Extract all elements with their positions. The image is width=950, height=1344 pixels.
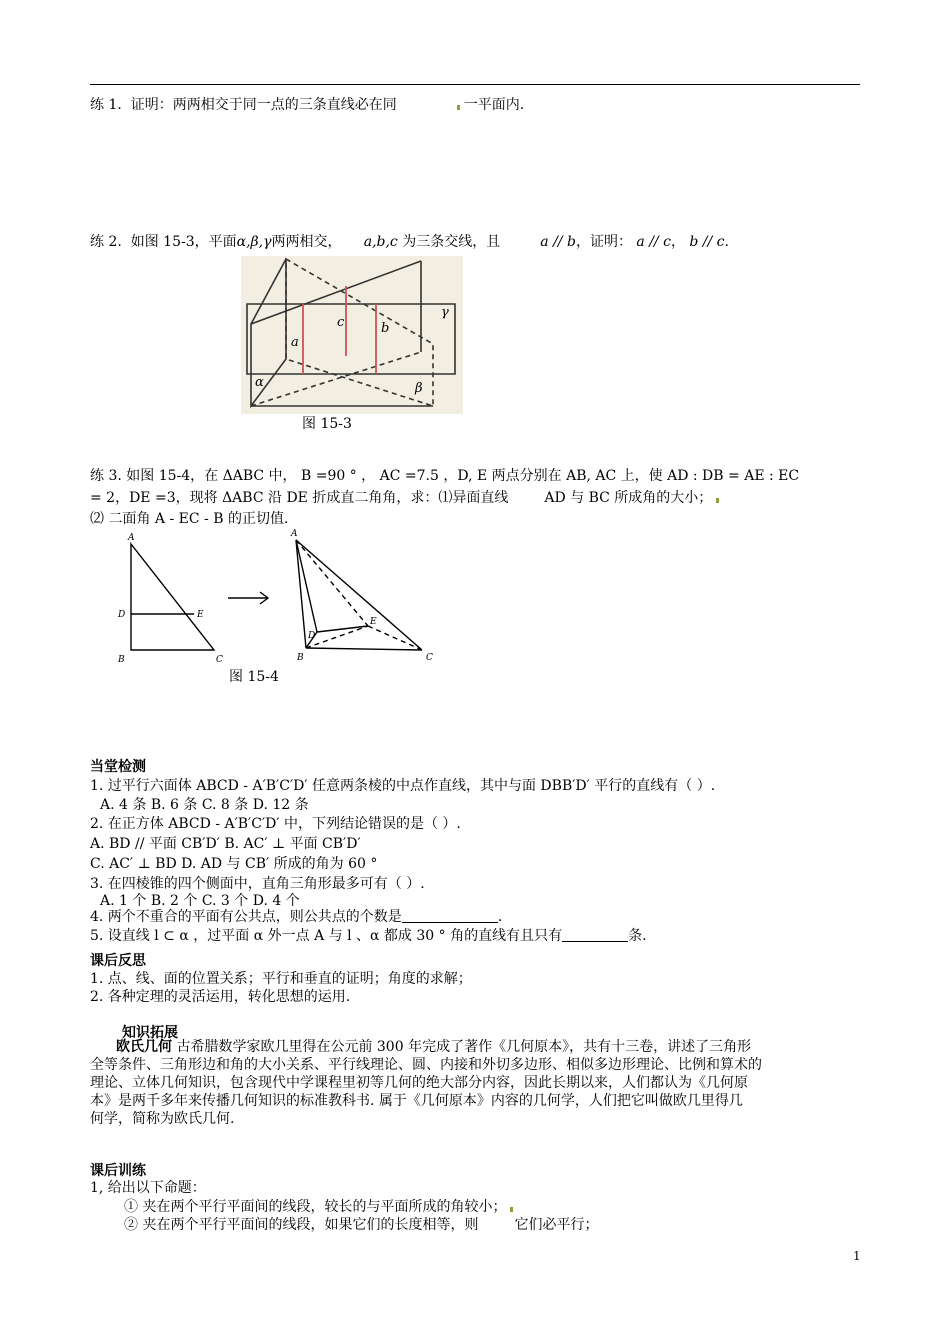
- label-gamma: γ: [441, 305, 449, 320]
- check-q4-end: .: [497, 909, 503, 925]
- exercise-2-text-c: 为三条交线，且: [402, 234, 501, 250]
- figure-15-3: [241, 256, 463, 414]
- figure-15-4-caption: 图 15-4: [229, 669, 279, 685]
- extension-lead: 欧氏几何: [116, 1039, 172, 1055]
- left-label-c: C: [216, 655, 223, 665]
- reflect-line-1: 1. 点、线、面的位置关系；平行和垂直的证明；角度的求解；: [90, 971, 472, 987]
- check-q1: 1. 过平行六面体 ABCD - A′B′C′D′ 任意两条棱的中点作直线，其中与面 DBB′D′ 平行的直线有（ ）.: [90, 778, 716, 794]
- exercise-2-conclusion-2: b // c: [689, 234, 725, 250]
- practice-proposition-2-b: 它们必平行；: [514, 1217, 599, 1233]
- page-number: 1: [853, 1249, 861, 1263]
- edge-bc: [306, 648, 422, 650]
- figure-15-3-caption: 图 15-3: [302, 416, 352, 432]
- exercise-2-label: 练 2.: [90, 234, 122, 250]
- check-q4-blank: [402, 910, 498, 923]
- section-title-reflect: 课后反思: [90, 953, 146, 969]
- extension-line-4: 本》是两千多年来传播几何知识的标准教科书. 属于《几何原本》内容的几何学，人们把它叫做欧几里得几: [90, 1093, 743, 1109]
- reflect-line-2: 2. 各种定理的灵活运用，转化思想的运用.: [90, 989, 351, 1005]
- right-label-a: A: [291, 529, 298, 539]
- extension-line-3: 理论、立体几何知识，包含现代中学课程里初等几何的绝大部分内容，因此长期以来，人们都认为《几何原: [90, 1075, 748, 1091]
- practice-proposition-1: [124, 1199, 517, 1215]
- exercise-3-line-2-a: = 2，DE =3，现将 ΔABC 沿 DE 折成直二角角，求：⑴异面直线: [90, 490, 509, 506]
- label-alpha: α: [255, 375, 264, 390]
- exercise-1-text-b: 一平面内.: [463, 97, 525, 113]
- check-q3-options: A. 1 个 B. 2 个 C. 3 个 D. 4 个: [100, 893, 300, 909]
- exercise-2-separator: ，: [670, 234, 685, 250]
- check-q2-options-1: A. BD // 平面 CB′D′ B. AC′ ⊥ 平面 CB′D′: [90, 836, 361, 852]
- check-q5-end: 条.: [628, 928, 647, 944]
- left-label-e: E: [197, 610, 204, 620]
- extension-line-2: 全等条件、三角形边和角的大小关系、平行线理论、圆、内接和外切多边形、相似多边形理论、比例和算术的: [90, 1057, 762, 1073]
- section-title-extension: 知识拓展: [122, 1025, 178, 1041]
- exercise-1-text-a: 证明：两两相交于同一点的三条直线必在同: [130, 97, 397, 113]
- label-c: c: [337, 315, 345, 330]
- extension-line-5: 何学，简称为欧氏几何.: [90, 1111, 235, 1127]
- check-q5-blank: [562, 929, 628, 942]
- left-label-a: A: [128, 533, 135, 543]
- extension-line-1: [116, 1039, 751, 1055]
- edge-ab: [296, 540, 306, 648]
- marker-dot: [716, 498, 719, 503]
- check-q2-options-2: C. AC′ ⊥ BD D. AD 与 CB′ 所成的角为 60 °: [90, 856, 378, 872]
- exercise-3-line-3: ⑵ 二面角 A - EC - B 的正切值.: [90, 511, 289, 527]
- check-q3: 3. 在四棱锥的四个侧面中，直角三角形最多可有（ ）.: [90, 876, 425, 892]
- practice-proposition-2-a: ② 夹在两个平行平面间的线段，如果它们的长度相等，则: [124, 1217, 479, 1233]
- exercise-2-text-d: ，证明：: [575, 234, 632, 250]
- label-beta: β: [415, 381, 423, 396]
- label-b: b: [381, 321, 390, 336]
- left-label-b: B: [118, 655, 125, 665]
- exercise-2-condition: a // b: [540, 234, 576, 250]
- edge-ad: [296, 540, 317, 632]
- check-q5: [90, 928, 647, 944]
- exercise-3-line-2: [90, 490, 723, 506]
- practice-proposition-2: [124, 1217, 598, 1233]
- extension-line-1-text: 古希腊数学家欧几里得在公元前 300 年完成了著作《几何原本》，共有十三卷，讲述了三角形: [172, 1039, 752, 1055]
- right-label-c: C: [426, 653, 433, 663]
- exercise-3-line-2-b: AD 与 BC 所成角的大小；: [544, 490, 713, 506]
- practice-q1: 1, 给出以下命题：: [90, 1180, 206, 1196]
- exercise-2-text-b: 两两相交，: [271, 234, 342, 250]
- right-label-e: E: [370, 617, 377, 627]
- check-q4-text: 4. 两个不重合的平面有公共点，则公共点的个数是: [90, 909, 402, 925]
- label-a: a: [291, 335, 299, 350]
- edge-ae: [296, 540, 368, 626]
- exercise-1-label: 练 1.: [90, 97, 122, 113]
- figure-15-4: [110, 528, 450, 668]
- check-q5-text: 5. 设直线 l ⊂ α ，过平面 α 外一点 A 与 l 、α 都成 30 ° 角的直线有且只有: [90, 928, 563, 944]
- check-q2: 2. 在正方体 ABCD - A′B′C′D′ 中，下列结论错误的是（ ）.: [90, 816, 461, 832]
- exercise-2-text-a: 如图 15-3，平面: [130, 234, 237, 250]
- right-label-d: D: [308, 631, 316, 641]
- check-q1-options: A. 4 条 B. 6 条 C. 8 条 D. 12 条: [100, 797, 309, 813]
- marker-dot: [457, 105, 460, 110]
- exercise-3-line-1: 练 3. 如图 15-4，在 ΔABC 中， B =90 ° ， AC =7.5 ，D, E 两点分别在 AB, AC 上，使 AD : DB = AE : EC: [90, 468, 800, 484]
- top-rule: [90, 84, 860, 85]
- exercise-2-end: .: [724, 234, 729, 250]
- section-title-practice: 课后训练: [90, 1163, 146, 1179]
- exercise-2-planes: α,β,γ: [236, 234, 272, 250]
- exercise-1: [90, 97, 524, 113]
- left-label-d: D: [118, 610, 126, 620]
- right-label-b: B: [297, 653, 304, 663]
- section-title-check: 当堂检测: [90, 759, 146, 775]
- edge-ec: [368, 626, 422, 650]
- exercise-2-lines: a,b,c: [363, 234, 398, 250]
- exercise-2: [90, 234, 729, 250]
- practice-proposition-1-text: ① 夹在两个平行平面间的线段，较长的与平面所成的角较小；: [124, 1199, 507, 1215]
- exercise-2-conclusion-1: a // c: [636, 234, 671, 250]
- triangle-abc: [131, 544, 214, 650]
- marker-dot: [510, 1207, 513, 1212]
- check-q4: [90, 909, 502, 925]
